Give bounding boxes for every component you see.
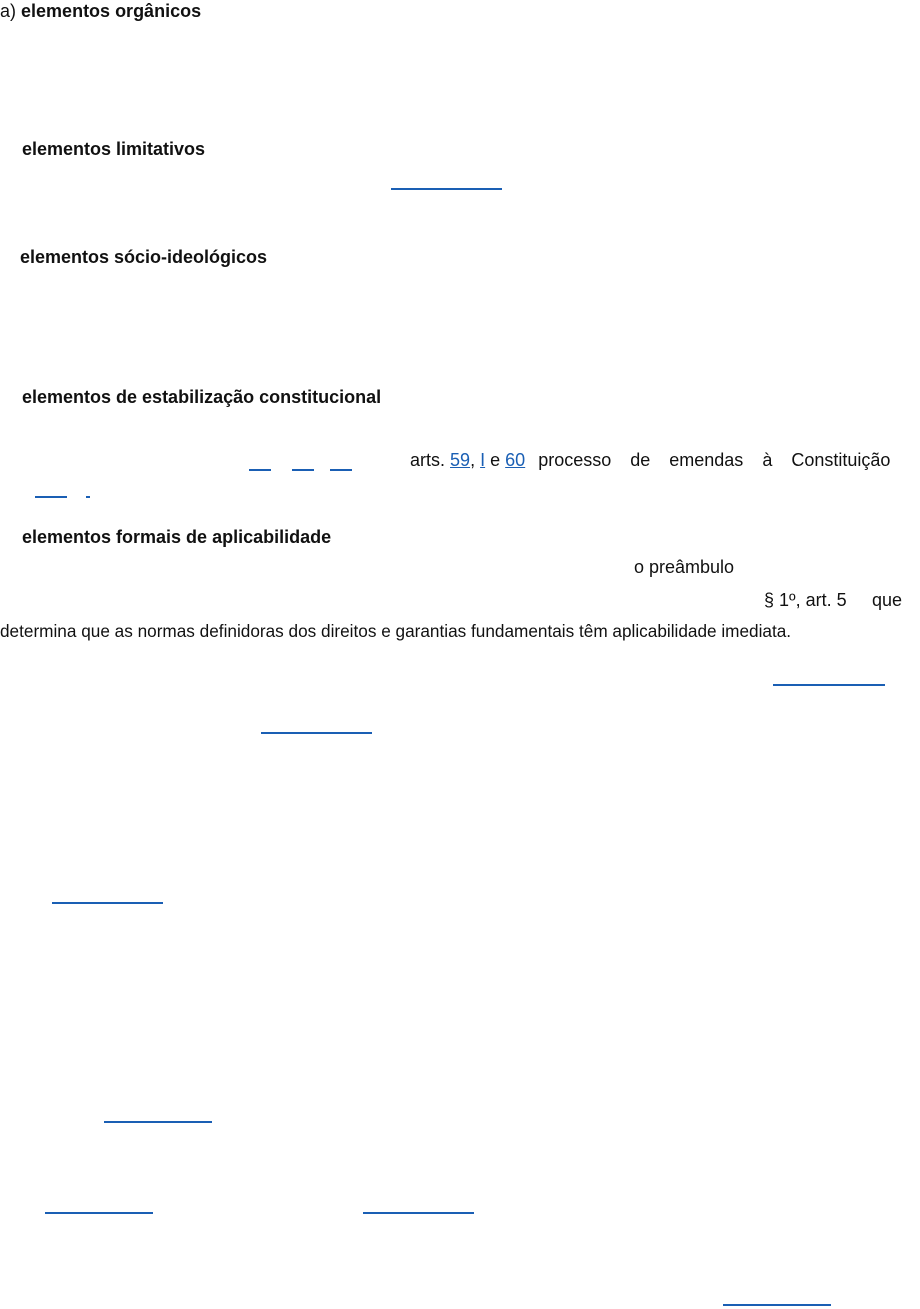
conjunction-e: e — [490, 450, 501, 470]
heading-elementos-organicos: elementos orgânicos — [21, 1, 202, 21]
hyperlink-underline[interactable] — [86, 496, 90, 498]
hyperlink-underline[interactable] — [45, 1212, 153, 1214]
arts-line — [410, 449, 890, 471]
hyperlink-underline[interactable] — [391, 188, 502, 190]
hyperlink-underline[interactable] — [292, 469, 314, 471]
item-a-line — [0, 0, 201, 22]
normas-sentence: determina que as normas definidoras dos direitos e garantias fundamentais têm aplicabilidade imediata. — [0, 621, 792, 641]
item-a-prefix: a) — [0, 1, 17, 21]
hyperlink-underline[interactable] — [261, 732, 372, 734]
hyperlink-underline[interactable] — [330, 469, 352, 471]
link-inciso-i[interactable]: I — [480, 450, 486, 470]
arts-prefix: arts. — [410, 450, 446, 470]
paragrafo-reference: § 1º, art. 5 — [764, 590, 847, 610]
link-art-59[interactable]: 59 — [450, 450, 471, 470]
link-art-60[interactable]: 60 — [505, 450, 526, 470]
preambulo-text: o preâmbulo — [634, 557, 735, 577]
hyperlink-underline[interactable] — [249, 469, 271, 471]
heading-elementos-estabilizacao: elementos de estabilização constitucional — [22, 387, 382, 407]
comma: , — [470, 450, 476, 470]
hyperlink-underline[interactable] — [723, 1304, 831, 1306]
hyperlink-underline[interactable] — [773, 684, 885, 686]
hyperlink-underline[interactable] — [363, 1212, 474, 1214]
hyperlink-underline[interactable] — [104, 1121, 212, 1123]
que-word: que — [872, 590, 903, 610]
hyperlink-underline[interactable] — [52, 902, 163, 904]
heading-elementos-formais: elementos formais de aplicabilidade — [22, 527, 332, 547]
heading-elementos-socio-ideologicos: elementos sócio-ideológicos — [20, 247, 268, 267]
emendas-text: processo de emendas à Constituição — [538, 450, 891, 470]
heading-elementos-limitativos: elementos limitativos — [22, 139, 206, 159]
hyperlink-underline[interactable] — [35, 496, 67, 498]
